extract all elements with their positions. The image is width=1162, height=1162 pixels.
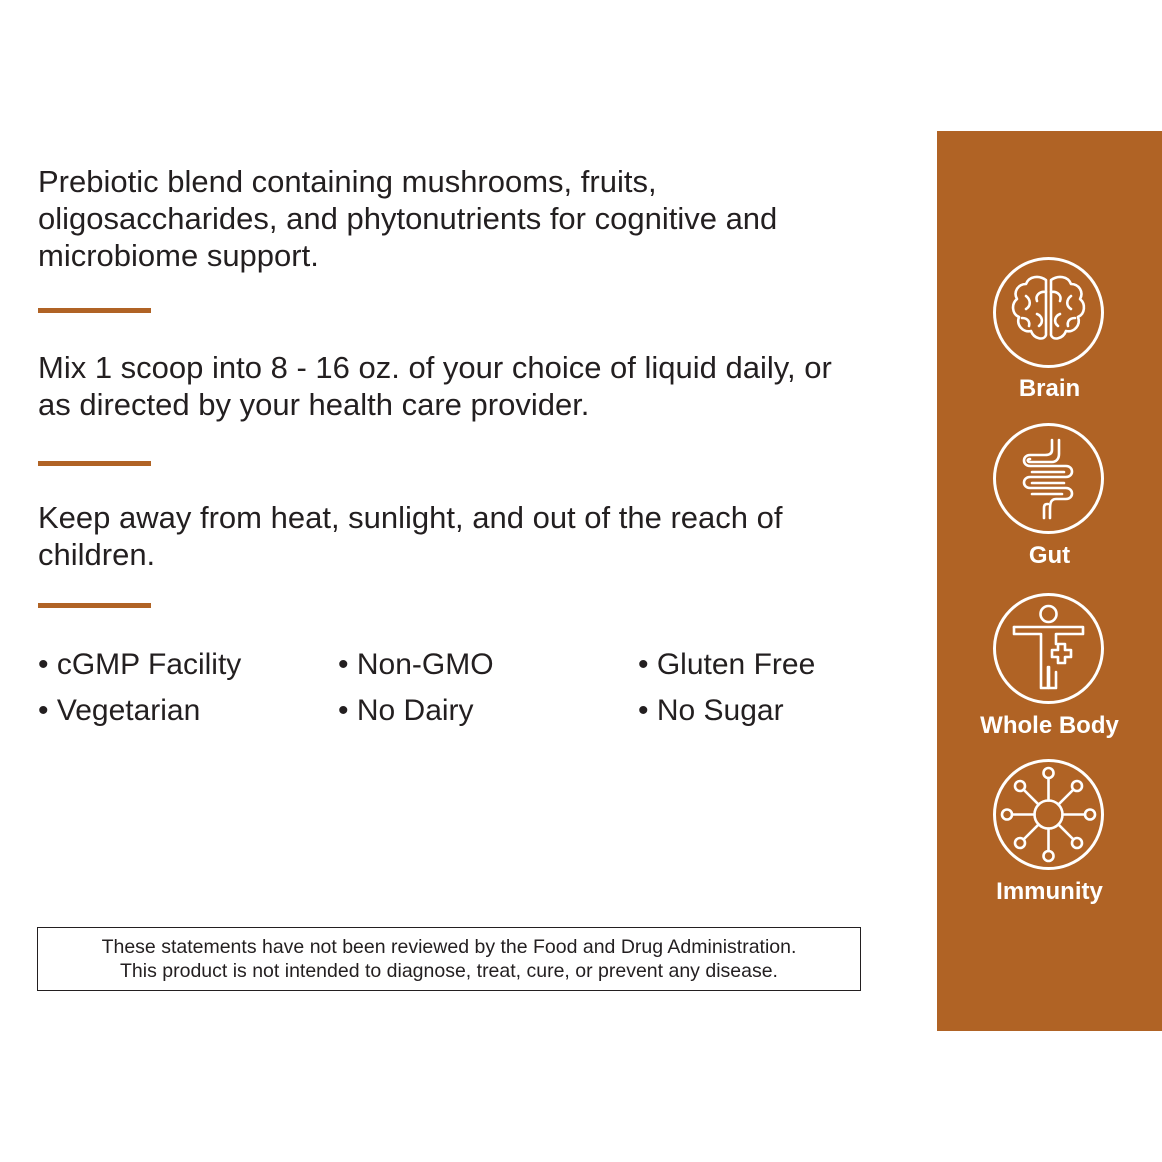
intestine-icon <box>992 422 1105 535</box>
body-plus-icon <box>992 592 1105 705</box>
directions-text: Mix 1 scoop into 8 - 16 oz. of your choice of liquid daily, or as directed by your health care provider. <box>38 350 832 422</box>
feature-item: • No Dairy <box>338 692 638 730</box>
divider-2 <box>38 461 151 466</box>
benefits-sidebar <box>937 131 1162 1031</box>
benefit-label: Gut <box>1028 542 1071 569</box>
brain-icon <box>992 256 1105 369</box>
benefit-label: Whole Body <box>980 712 1119 739</box>
feature-item: • Gluten Free <box>638 646 858 684</box>
benefit-label: Brain <box>1018 375 1081 402</box>
divider-1 <box>38 308 151 313</box>
features-list <box>38 646 858 730</box>
divider-3 <box>38 603 151 608</box>
storage-text: Keep away from heat, sunlight, and out of the reach of children. <box>38 500 783 572</box>
fda-disclaimer <box>37 927 861 991</box>
description-text: Prebiotic blend containing mushrooms, fruits, oligosaccharides, and phytonutrients for cognitive and microbiome support. <box>38 164 778 273</box>
immunity-icon <box>992 758 1105 871</box>
disclaimer-line-2: This product is not intended to diagnose, treat, cure, or prevent any disease. <box>120 960 778 982</box>
feature-item: • Non-GMO <box>338 646 638 684</box>
feature-item: • cGMP Facility <box>38 646 338 684</box>
disclaimer-line-1: These statements have not been reviewed by the Food and Drug Administration. <box>101 936 797 958</box>
feature-item: • Vegetarian <box>38 692 338 730</box>
benefit-label: Immunity <box>996 878 1103 905</box>
feature-item: • No Sugar <box>638 692 858 730</box>
